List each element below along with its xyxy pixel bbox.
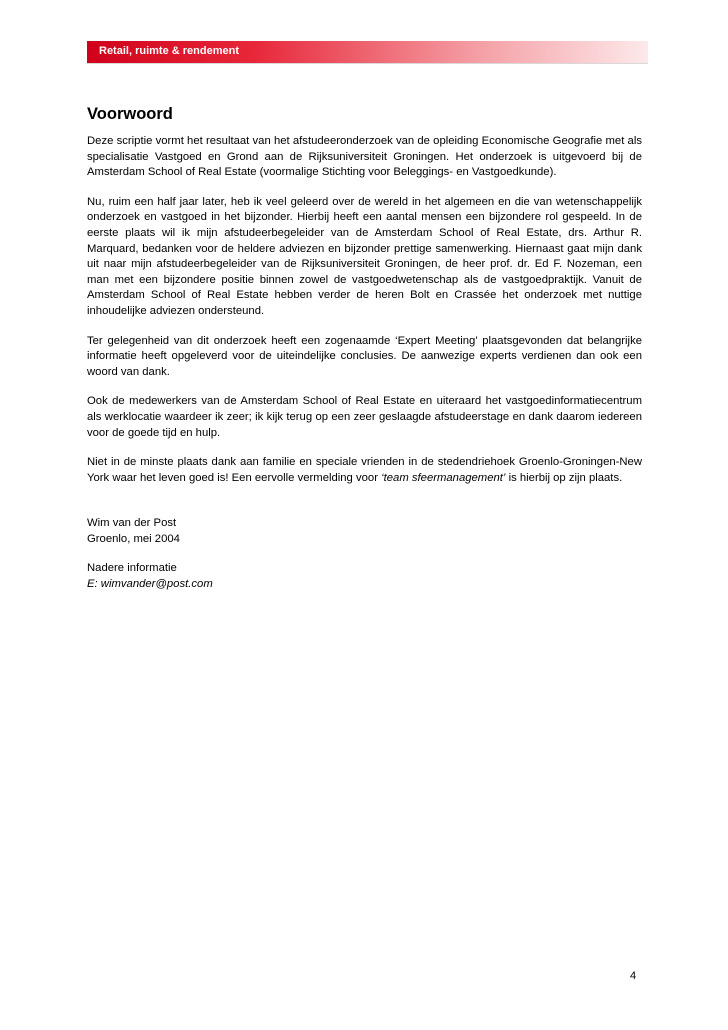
running-header-title: Retail, ruimte & rendement [99,45,239,57]
page-content [87,104,642,593]
author-email: E: wimvander@post.com [87,578,213,591]
paragraph-5 [87,455,642,486]
info-label: Nadere informatie [87,562,177,575]
author-name: Wim van der Post [87,517,177,530]
paragraph-5-emphasis: ‘team sfeermanagement’ [381,471,506,484]
paragraph-2: Nu, ruim een half jaar later, heb ik veel geleerd over de wereld in het algemeen en die van wetenschappelijk onderzoek en vastgoed in het bijzonder. Hierbij heeft een aantal mensen een bijzondere rol gespeeld. In de eerste plaats wil ik mijn afstudeerbegeleider van de Amsterdam School of Real Estate, drs. Arthur R. Marquard, bedanken voor de heldere adviezen en bijzonder prettige samenwerking. Hiernaast gaat mijn dank uit naar mijn afstudeerbegeleider van de Rijksuniversiteit Groningen, de heer prof. dr. Ed F. Nozeman, een man met een bijzondere positie binnen zowel de vastgoedwetenschap als de vastgoedpraktijk. Vanuit de Amsterdam School of Real Estate hebben verder de heren Bolt en Crassée het onderzoek met nuttige inhoudelijke adviezen ondersteund. [87,195,642,317]
paragraph-1: Deze scriptie vormt het resultaat van het afstudeeronderzoek van de opleiding Economische Geografie met als specialisatie Vastgoed en Grond aan de Rijksuniversiteit Groningen. Het onderzoek is uitgevoerd bij de Amsterdam School of Real Estate (voormalige Stichting voor Beleggings- en Vastgoedkunde). [87,135,642,179]
paragraph-4: Ook de medewerkers van de Amsterdam School of Real Estate en uiteraard het vastgoedinformatiecentrum als werklocatie waardeer ik zeer; ik kijk terug op een zeer geslaagde afstudeerstage en dank daarom iedereen voor de goede tijd en hulp. [87,395,642,439]
page-number: 4 [630,970,637,982]
paragraph-5-text-before: Niet in de minste plaats dank aan familie en speciale vrienden in de stedendriehoek Groenlo-Groningen-New York waar het leven goed is! Een eervolle vermelding voor [87,456,642,484]
paragraph-3: Ter gelegenheid van dit onderzoek heeft een zogenaamde ‘Expert Meeting’ plaatsgevonden dat belangrijke informatie heeft opgeleverd voor de uiteindelijke conclusies. De aanwezige experts verdienen dan ook een woord van dank. [87,334,642,378]
running-header-bar [87,41,648,64]
signature-block [87,516,642,592]
paragraph-5-text-after: is hierbij op zijn plaats. [505,471,623,484]
signature-spacer [87,547,642,561]
page-heading: Voorwoord [87,105,173,123]
place-date: Groenlo, mei 2004 [87,532,180,545]
